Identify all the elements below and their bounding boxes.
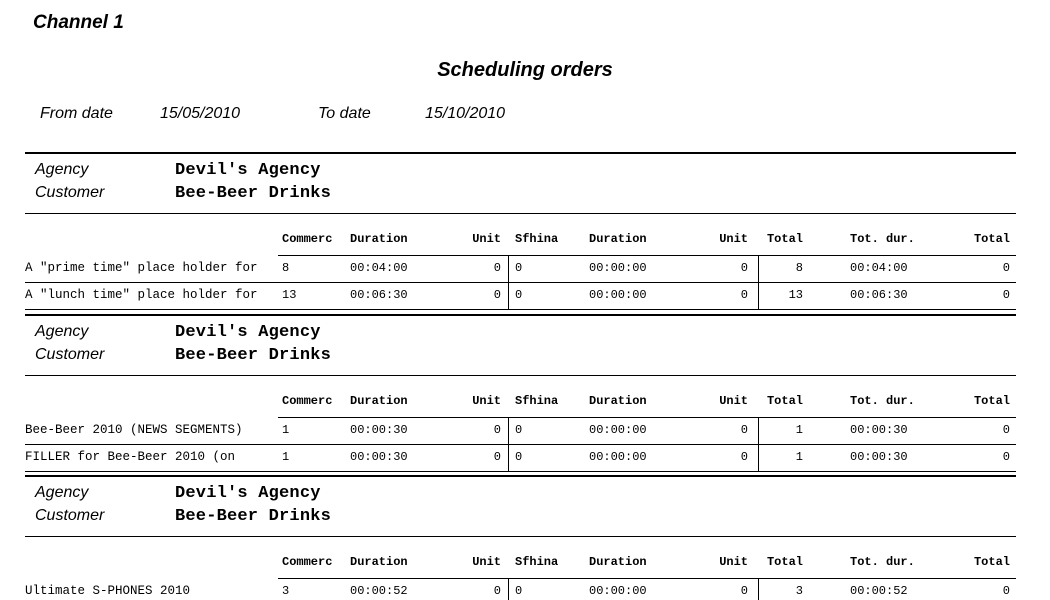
- col-header-total-2: Total: [973, 555, 1010, 569]
- cell-commerc: 3: [282, 584, 290, 598]
- cell-duration-1: 00:06:30: [350, 288, 408, 302]
- col-header-unit-1: Unit: [472, 555, 501, 569]
- cell-sfhina: 0: [515, 288, 523, 302]
- column-divider: [758, 256, 759, 310]
- col-header-unit-2: Unit: [719, 232, 748, 246]
- table-rows: [25, 579, 1016, 600]
- col-header-tot-dur: Tot. dur.: [850, 232, 915, 246]
- cell-commercial-name: A "prime time" place holder for: [25, 261, 258, 275]
- cell-unit-2: 0: [740, 288, 748, 302]
- agency-customer-block: [25, 316, 1016, 376]
- cell-unit-1: 0: [493, 288, 501, 302]
- cell-commercial-name: FILLER for Bee-Beer 2010 (on: [25, 450, 236, 464]
- col-header-tot-dur: Tot. dur.: [850, 555, 915, 569]
- cell-tot-dur: 00:06:30: [850, 288, 908, 302]
- cell-commercial-name: A "lunch time" place holder for: [25, 288, 258, 302]
- date-range: [0, 105, 1050, 127]
- channel-title: Channel 1: [33, 12, 124, 33]
- cell-tot-dur: 00:00:30: [850, 450, 908, 464]
- col-header-tot-dur: Tot. dur.: [850, 394, 915, 408]
- col-header-total-1: Total: [766, 232, 803, 246]
- cell-sfhina: 0: [515, 584, 523, 598]
- cell-sfhina: 0: [515, 423, 523, 437]
- col-header-commerc: Commerc: [282, 394, 333, 408]
- cell-tot-dur: 00:00:30: [850, 423, 908, 437]
- cell-total-2: 0: [1002, 450, 1010, 464]
- cell-total-1: 3: [795, 584, 803, 598]
- cell-sfhina: 0: [515, 261, 523, 275]
- cell-total-1: 1: [795, 423, 803, 437]
- cell-duration-2: 00:00:00: [589, 423, 647, 437]
- cell-unit-1: 0: [493, 423, 501, 437]
- column-divider: [508, 256, 509, 310]
- col-header-commerc: Commerc: [282, 232, 333, 246]
- col-header-sfhina: Sfhina: [515, 232, 559, 246]
- cell-unit-2: 0: [740, 584, 748, 598]
- to-date-label: To date: [318, 105, 371, 122]
- column-divider: [758, 579, 759, 600]
- cell-unit-1: 0: [493, 261, 501, 275]
- cell-total-2: 0: [1002, 584, 1010, 598]
- customer-value: Bee-Beer Drinks: [175, 184, 332, 203]
- col-header-unit-1: Unit: [472, 394, 501, 408]
- agency-section-2: [25, 314, 1016, 472]
- cell-unit-2: 0: [740, 261, 748, 275]
- cell-duration-1: 00:04:00: [350, 261, 408, 275]
- cell-commerc: 1: [282, 450, 290, 464]
- cell-commerc: 13: [282, 288, 297, 302]
- table-rows: [25, 256, 1016, 310]
- customer-value: Bee-Beer Drinks: [175, 507, 332, 526]
- column-divider: [508, 418, 509, 472]
- col-header-sfhina: Sfhina: [515, 555, 559, 569]
- cell-commerc: 8: [282, 261, 290, 275]
- cell-tot-dur: 00:04:00: [850, 261, 908, 275]
- cell-unit-1: 0: [493, 584, 501, 598]
- agency-label: Agency: [35, 323, 89, 340]
- cell-total-2: 0: [1002, 261, 1010, 275]
- col-header-unit-1: Unit: [472, 232, 501, 246]
- cell-unit-1: 0: [493, 450, 501, 464]
- cell-total-1: 8: [795, 261, 803, 275]
- agency-label: Agency: [35, 161, 89, 178]
- cell-duration-1: 00:00:30: [350, 423, 408, 437]
- table-row: [25, 256, 1016, 283]
- col-header-duration-1: Duration: [350, 555, 408, 569]
- col-header-unit-2: Unit: [719, 394, 748, 408]
- cell-duration-1: 00:00:52: [350, 584, 408, 598]
- customer-label: Customer: [35, 507, 105, 524]
- table-header-row: [25, 214, 1016, 256]
- table-rows: [25, 418, 1016, 472]
- col-header-total-2: Total: [973, 394, 1010, 408]
- col-header-duration-2: Duration: [589, 394, 647, 408]
- customer-value: Bee-Beer Drinks: [175, 346, 332, 365]
- agency-section-1: [25, 152, 1016, 310]
- col-header-total-2: Total: [973, 232, 1010, 246]
- cell-sfhina: 0: [515, 450, 523, 464]
- col-header-duration-1: Duration: [350, 232, 408, 246]
- table-header-row: [25, 376, 1016, 418]
- col-header-unit-2: Unit: [719, 555, 748, 569]
- cell-commercial-name: Ultimate S-PHONES 2010: [25, 584, 191, 598]
- cell-unit-2: 0: [740, 450, 748, 464]
- from-date-value: 15/05/2010: [160, 105, 241, 122]
- col-header-total-1: Total: [766, 555, 803, 569]
- customer-label: Customer: [35, 346, 105, 363]
- agency-value: Devil's Agency: [175, 484, 321, 503]
- cell-total-1: 13: [788, 288, 803, 302]
- cell-commerc: 1: [282, 423, 290, 437]
- customer-label: Customer: [35, 184, 105, 201]
- agency-value: Devil's Agency: [175, 161, 321, 180]
- table-row: [25, 418, 1016, 445]
- agency-value: Devil's Agency: [175, 323, 321, 342]
- col-header-duration-2: Duration: [589, 232, 647, 246]
- agency-section-3: [25, 475, 1016, 600]
- table-row: [25, 445, 1016, 472]
- col-header-duration-2: Duration: [589, 555, 647, 569]
- table-row: [25, 283, 1016, 310]
- from-date-label: From date: [40, 105, 113, 122]
- col-header-duration-1: Duration: [350, 394, 408, 408]
- col-header-sfhina: Sfhina: [515, 394, 559, 408]
- cell-total-1: 1: [795, 450, 803, 464]
- agency-label: Agency: [35, 484, 89, 501]
- cell-duration-2: 00:00:00: [589, 288, 647, 302]
- to-date-value: 15/10/2010: [425, 105, 506, 122]
- report-title: Scheduling orders: [437, 59, 613, 81]
- cell-duration-2: 00:00:00: [589, 450, 647, 464]
- cell-duration-2: 00:00:00: [589, 584, 647, 598]
- cell-duration-2: 00:00:00: [589, 261, 647, 275]
- cell-total-2: 0: [1002, 288, 1010, 302]
- col-header-total-1: Total: [766, 394, 803, 408]
- cell-commercial-name: Bee-Beer 2010 (NEWS SEGMENTS): [25, 423, 243, 437]
- cell-duration-1: 00:00:30: [350, 450, 408, 464]
- agency-customer-block: [25, 477, 1016, 537]
- column-divider: [758, 418, 759, 472]
- cell-tot-dur: 00:00:52: [850, 584, 908, 598]
- agency-customer-block: [25, 154, 1016, 214]
- table-header-row: [25, 537, 1016, 579]
- column-divider: [508, 579, 509, 600]
- cell-unit-2: 0: [740, 423, 748, 437]
- cell-total-2: 0: [1002, 423, 1010, 437]
- col-header-commerc: Commerc: [282, 555, 333, 569]
- table-row: [25, 579, 1016, 600]
